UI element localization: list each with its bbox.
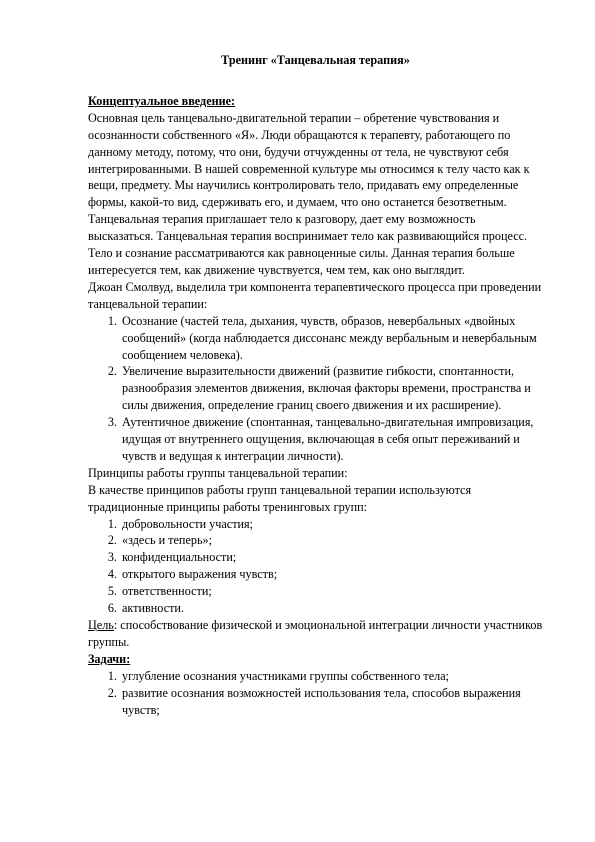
principles-item-6: 6. активности. bbox=[120, 600, 543, 617]
components-list bbox=[88, 313, 543, 465]
tasks-list bbox=[88, 668, 543, 719]
principles-item-4: 4. открытого выражения чувств; bbox=[120, 566, 543, 583]
principles-item-5: 5. ответственности; bbox=[120, 583, 543, 600]
principles-intro: В качестве принципов работы групп танцевальной терапии используются традиционные принципы работы тренинговых групп: bbox=[88, 482, 472, 514]
components-item-3: 3. Аутентичное движение (спонтанная, танцевально-двигательная импровизация, идущая от внутреннего ощущения, включающая в себя опыт переживаний и чувств и ведущая к интеграции личности). bbox=[120, 414, 543, 465]
tasks-item-1: 1. углубление осознания участниками группы собственного тела; bbox=[120, 668, 543, 685]
goal-text: : способствование физической и эмоциональной интеграции личности участников группы. bbox=[88, 618, 543, 649]
intro-paragraph: Основная цель танцевально-двигательной терапии – обретение чувствования и осознанности собственного «Я». Люди обращаются к терапевту, работающего по данному методу, потому, что они, будучи отчужденны от тела, не чувствуют себя интегрированными. В нашей современной культуре мы относимся к телу часто как к вещи, предмету. Мы научились контролировать тело, придавать ему определенные формы, какой-то вид, сдерживать его, и думаем, что оно останется безответным. Танцевальная терапия приглашает тело к разговору, дает ему возможность высказаться. Танцевальная терапия воспринимает тело как развивающийся процесс. Тело и сознание рассматриваются как равноценные силы. Данная терапия больше интересуется тем, как движение чувствуется, чем тем, как оно выглядит. bbox=[88, 110, 530, 277]
intro-heading: Концептуальное введение: bbox=[88, 93, 236, 108]
goal-paragraph bbox=[88, 617, 543, 651]
tasks-item-2: 2. развитие осознания возможностей использования тела, способов выражения чувств; bbox=[120, 685, 543, 719]
principles-item-1: 1. добровольности участия; bbox=[120, 516, 543, 533]
components-item-1: 1. Осознание (частей тела, дыхания, чувств, образов, невербальных «двойных сообщений» (когда наблюдается диссонанс между вербальным и невербальным сообщением человека). bbox=[120, 313, 543, 364]
components-item-2: 2. Увеличение выразительности движений (развитие гибкости, спонтанности, разнообразия элементов движения, включая факторы времени, пространства и силы движения, определение границ своего движения и их расширение). bbox=[120, 363, 543, 414]
principles-list bbox=[88, 516, 543, 617]
document-page bbox=[88, 52, 543, 718]
tasks-heading: Задачи: bbox=[88, 651, 131, 666]
principles-heading: Принципы работы группы танцевальной терапии: bbox=[88, 465, 348, 480]
components-intro: Джоан Смолвуд, выделила три компонента терапевтического процесса при проведении танцевальной терапии: bbox=[88, 279, 542, 311]
document-title: Тренинг «Танцевальная терапия» bbox=[221, 53, 410, 67]
goal-label: Цель bbox=[88, 618, 114, 632]
principles-item-2: 2. «здесь и теперь»; bbox=[120, 532, 543, 549]
principles-item-3: 3. конфиденциальности; bbox=[120, 549, 543, 566]
